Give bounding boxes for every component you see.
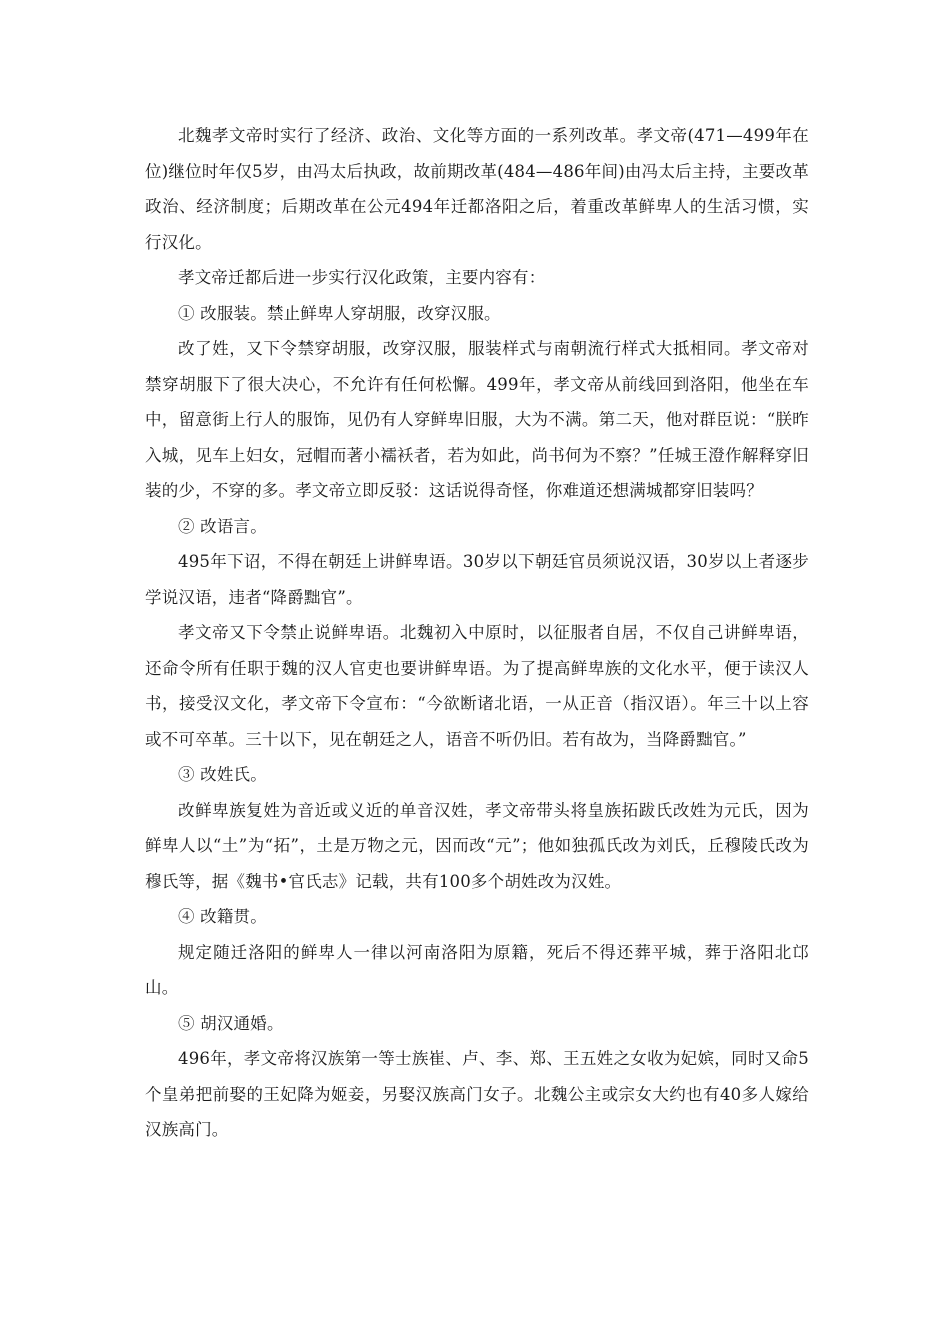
language-decree-paragraph: 495年下诏，不得在朝廷上讲鲜卑语。30岁以下朝廷官员须说汉语，30岁以上者逐步学说汉语，违者“降爵黜官”。	[145, 552, 809, 607]
section-heading-hometown: ④ 改籍贯。	[178, 907, 267, 926]
section-heading-language: ② 改语言。	[178, 516, 267, 536]
section-heading-intermarriage: ⑤ 胡汉通婚。	[178, 1013, 284, 1033]
section-heading-clothing: ① 改服装。禁止鲜卑人穿胡服，改穿汉服。	[178, 303, 501, 323]
section-heading-surname: ③ 改姓氏。	[178, 765, 267, 784]
intermarriage-paragraph: 496年，孝文帝将汉族第一等士族崔、卢、李、郑、王五姓之女收为妃嫔，同时又命5个皇弟把前娶的王妃降为姬妾，另娶汉族高门女子。北魏公主或宗女大约也有40多人嫁给汉族高门。	[145, 1049, 809, 1139]
hometown-paragraph: 规定随迁洛阳的鲜卑人一律以河南洛阳为原籍，死后不得还葬平城，葬于洛阳北邙山。	[145, 942, 809, 997]
surname-paragraph: 改鲜卑族复姓为音近或义近的单音汉姓，孝文帝带头将皇族拓跋氏改姓为元氏，因为鲜卑人以“土”为“拓”，土是万物之元，因而改“元”；他如独孤氏改为刘氏，丘穆陵氏改为穆氏等，据《魏书•官氏志》记载，共有100多个胡姓改为汉姓。	[145, 800, 809, 891]
policy-intro-paragraph: 孝文帝迁都后进一步实行汉化政策，主要内容有：	[178, 268, 546, 287]
intro-paragraph: 北魏孝文帝时实行了经济、政治、文化等方面的一系列改革。孝文帝(471—499年在位)继位时年仅5岁，由冯太后执政，故前期改革(484—486年间)由冯太后主持，主要改革政治、经济制度；后期改革在公元494年迁都洛阳之后，着重改革鲜卑人的生活习惯，实行汉化。	[145, 126, 809, 252]
language-paragraph: 孝文帝又下令禁止说鲜卑语。北魏初入中原时，以征服者自居，不仅自己讲鲜卑语，还命令所有任职于魏的汉人官吏也要讲鲜卑语。为了提高鲜卑族的文化水平，便于读汉人书，接受汉文化，孝文帝下令宣布：“今欲断诸北语，一从正音（指汉语）。年三十以上容或不可卒革。三十以下，见在朝廷之人，语音不听仍旧。若有故为，当降爵黜官。”	[145, 623, 809, 749]
clothing-paragraph: 改了姓，又下令禁穿胡服，改穿汉服，服装样式与南朝流行样式大抵相同。孝文帝对禁穿胡服下了很大决心，不允许有任何松懈。499年，孝文帝从前线回到洛阳，他坐在车中，留意街上行人的服饰，见仍有人穿鲜卑旧服，大为不满。第二天，他对群臣说：“朕昨入城，见车上妇女，冠帽而著小襦袄者，若为如此，尚书何为不察？”任城王澄作解释穿旧装的少，不穿的多。孝文帝立即反驳：这话说得奇怪，你难道还想满城都穿旧装吗？	[145, 339, 809, 500]
document-page	[145, 118, 809, 1148]
